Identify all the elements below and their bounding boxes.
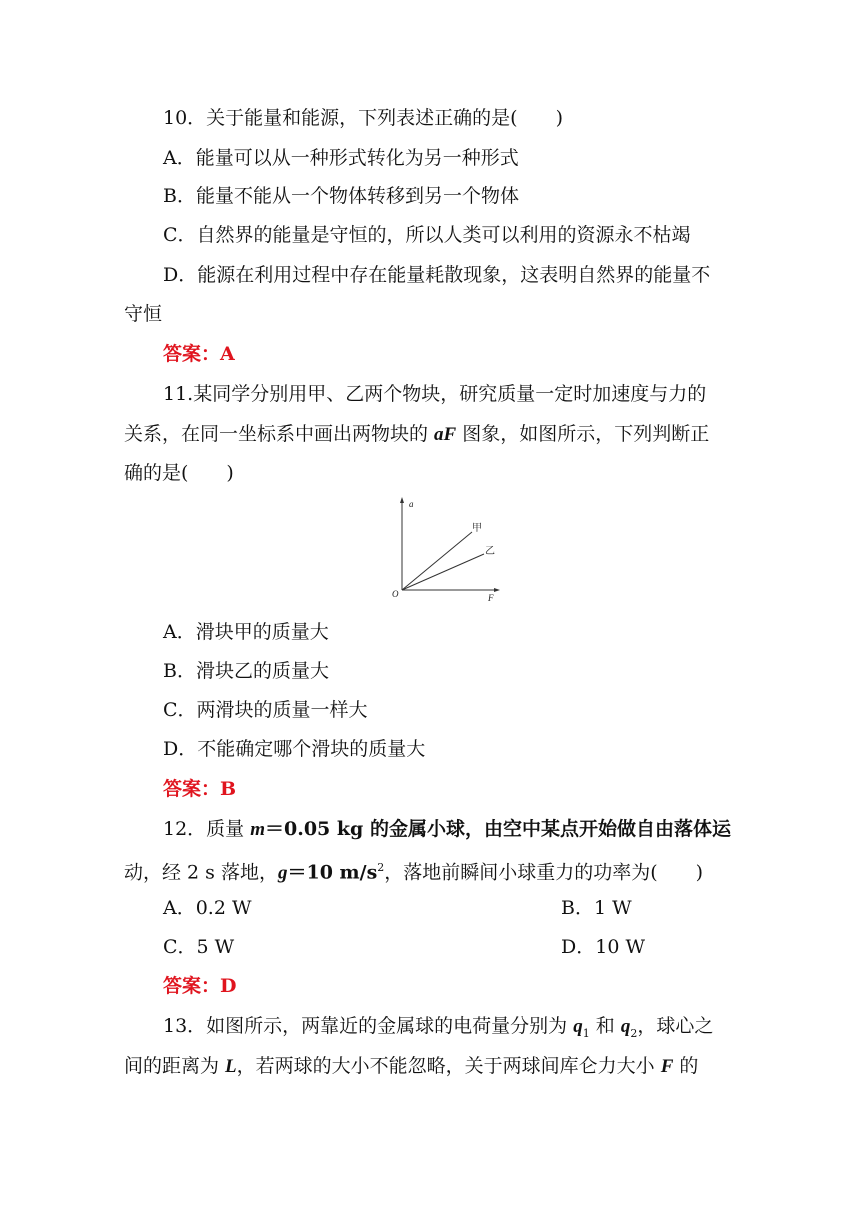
q12-mass-symbol: m [250,819,265,840]
q13-stem-line1: 13．如图所示，两靠近的金属球的电荷量分别为 $q_1$ 和 $q_2$，球心之 [163,1015,714,1040]
y-axis-arrow [400,497,404,503]
q12-option-c: C．5 W [163,936,235,958]
line-jia-label: 甲 [472,523,482,534]
x-axis-arrow [494,588,500,592]
q11-option-b: B．滑块乙的质量大 [163,660,329,682]
q12-gravity-symbol: g [277,862,288,884]
q12-answer: 答案：D [163,975,237,997]
q12-stem-line2: 动，经 2 s 落地，g＝10 $m/s^2$，落地前瞬间小球重力的功率为( ) [124,861,704,884]
y-axis-label: a [409,499,414,509]
q12-option-a: A．0.2 W [163,897,252,919]
q11-option-a: A．滑块甲的质量大 [163,621,329,643]
q12-options-row1 [163,896,742,920]
q11-aF-graph [384,494,512,608]
q10-stem: 10．关于能量和能源，下列表述正确的是( ) [163,107,564,129]
q11-stem-line3: 确的是( ) [124,462,234,484]
q12-option-d: D．10 W [561,936,645,958]
q10-option-d-continued: 守恒 [124,303,163,325]
q11-option-c: C．两滑块的质量一样大 [163,699,368,721]
q11-stem-line1: 11.某同学分别用甲、乙两个物块，研究质量一定时加速度与力的 [163,383,707,405]
x-axis-label: F [488,593,494,603]
line-jia [402,532,472,590]
q10-option-a: A．能量可以从一种形式转化为另一种形式 [163,147,519,169]
q11-graph-variable: aF [434,424,457,445]
q10-option-d: D．能源在利用过程中存在能量耗散现象，这表明自然界的能量不 [163,264,711,286]
line-yi-label: 乙 [485,546,495,557]
q12-options-row2 [163,935,742,959]
q10-answer: 答案：A [163,343,235,365]
q10-option-b: B．能量不能从一个物体转移到另一个物体 [163,185,519,207]
line-yi [402,554,484,590]
q12-stem-line1: 12．质量 m＝0.05 kg 的金属小球，由空中某点开始做自由落体运 [163,818,731,840]
q11-answer: 答案：B [163,778,237,800]
q12-option-b: B．1 W [561,897,632,919]
q10-option-c: C．自然界的能量是守恒的，所以人类可以利用的资源永不枯竭 [163,224,691,246]
q13-stem-line2: 间的距离为 L，若两球的大小不能忽略，关于两球间库仑力大小 F 的 [124,1055,699,1077]
q11-stem-line2: 关系，在同一坐标系中画出两物块的 aF 图象，如图所示，下列判断正 [124,423,710,445]
q11-option-d: D．不能确定哪个滑块的质量大 [163,738,426,760]
origin-label: O [392,589,399,599]
